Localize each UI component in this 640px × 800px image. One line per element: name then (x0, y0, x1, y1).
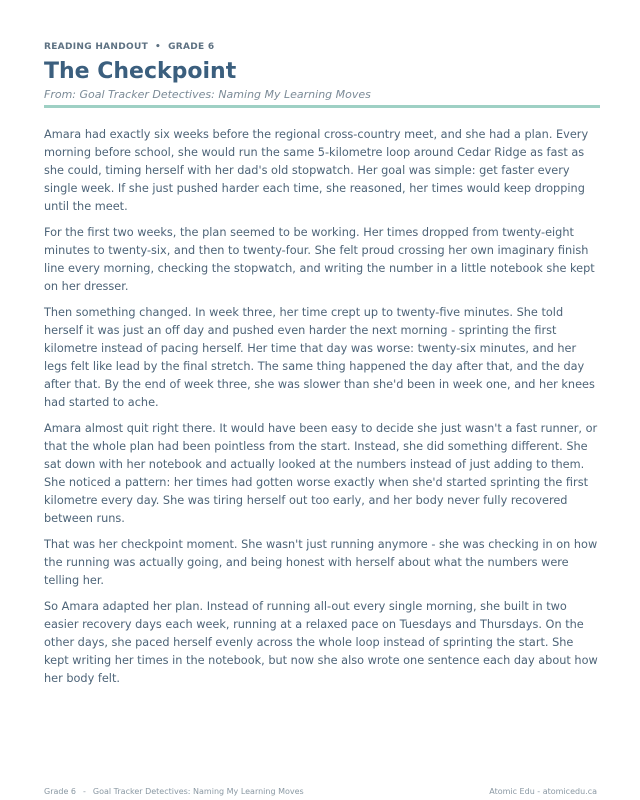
handout-kicker (44, 41, 598, 53)
handout-page (44, 0, 598, 685)
handout-header (44, 0, 598, 102)
story-body (44, 126, 598, 696)
page-title: The Checkpoint (44, 59, 237, 84)
footer-separator: - (83, 787, 86, 796)
story-paragraph: So Amara adapted her plan. Instead of running all-out every single morning, she built in two easier recovery days each week, running at a relaxed pace on Tuesdays and Thursdays. On the other days, she paced herself evenly across the whole loop instead of sprinting the start. She kept writing her times in the notebook, but now she also wrote one sentence each day about how her body felt. (44, 600, 598, 685)
story-paragraph: Amara almost quit right there. It would have been easy to decide she just wasn't a fast runner, or that the whole plan had been pointless from the start. Instead, she did something different. She sat down with her notebook and actually looked at the numbers instead of just adding to them. She noticed a pattern: her times had gotten worse exactly when she'd started sprinting the first kilometre every day. She was tiring herself out too early, and her body never fully recovered between runs. (44, 422, 598, 525)
kicker-separator: • (155, 42, 162, 52)
footer-grade: Grade 6 (44, 787, 77, 796)
footer-unit: Goal Tracker Detectives: Naming My Learning Moves (92, 787, 304, 796)
footer-course-info (44, 787, 304, 797)
story-paragraph: Then something changed. In week three, her time crept up to twenty-five minutes. She told herself it was just an off day and pushed even harder the next morning - sprinting the first kilometre instead of pacing herself. Her time that day was worse: twenty-six minutes, and her legs felt like lead by the final stretch. The same thing happened the day after that, and the day after that. By the end of week three, she was slower than she'd been in week one, and her knees had started to ache. (44, 306, 595, 409)
story-paragraph: That was her checkpoint moment. She wasn't just running anymore - she was checking in on how the running was actually going, and being honest with herself about what the numbers were telling her. (44, 538, 598, 587)
story-paragraph: Amara had exactly six weeks before the regional cross-country meet, and she had a plan. Every morning before school, she would run the same 5-kilometre loop around Cedar Ridge as fast as she could, timing herself with her dad's old stopwatch. Her goal was simple: get faster every single week. If she just pushed harder each time, she reasoned, her times would keep dropping until the meet. (44, 128, 589, 213)
handout-type-label: READING HANDOUT (44, 42, 149, 52)
footer-publisher: Atomic Edu - atomicedu.ca (489, 787, 597, 796)
source-line: From: Goal Tracker Detectives: Naming My Learning Moves (44, 88, 371, 101)
grade-label: GRADE 6 (168, 42, 215, 52)
story-paragraph: For the first two weeks, the plan seemed to be working. Her times dropped from twenty-eight minutes to twenty-six, and then to twenty-four. She felt proud crossing her own imaginary finish line every morning, checking the stopwatch, and writing the number in a little notebook she kept on her dresser. (44, 226, 595, 293)
header-divider (44, 105, 600, 108)
